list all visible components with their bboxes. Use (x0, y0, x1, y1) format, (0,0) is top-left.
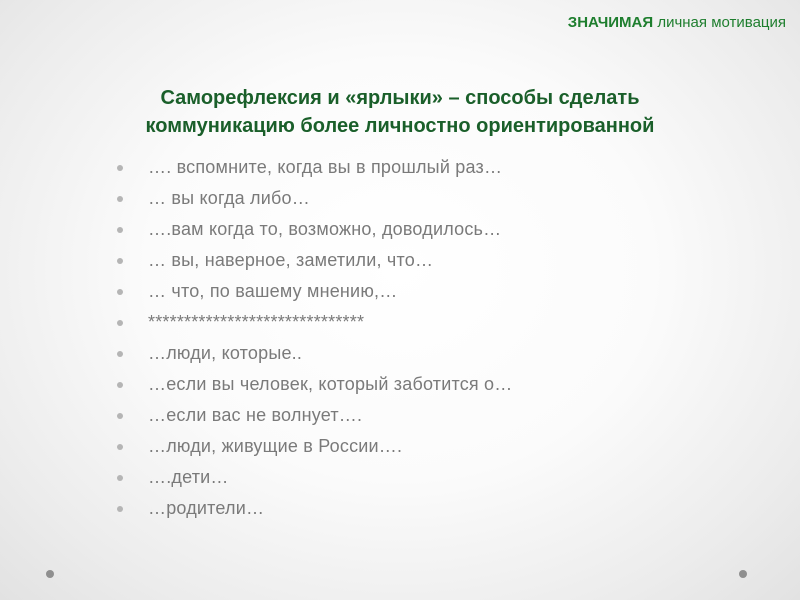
bullet-item (115, 400, 512, 431)
bullet-dot-icon (117, 196, 123, 202)
bullet-dot-icon (117, 506, 123, 512)
bullet-item (115, 152, 512, 183)
bullet-text: …родители… (148, 498, 265, 518)
bullet-dot-icon (117, 320, 123, 326)
bullet-item (115, 307, 512, 338)
bullet-dot-icon (117, 258, 123, 264)
bullet-text: ….вам когда то, возможно, доводилось… (148, 219, 502, 239)
header-tag-rest: личная мотивация (657, 14, 786, 31)
bullet-text: … что, по вашему мнению,… (148, 281, 398, 301)
corner-dot-right-icon (739, 570, 747, 578)
bullet-item (115, 338, 512, 369)
bullet-dot-icon (117, 165, 123, 171)
corner-dot-left-icon (46, 570, 54, 578)
slide-title (40, 84, 760, 140)
bullet-item (115, 214, 512, 245)
bullet-text: …люди, которые.. (148, 343, 303, 363)
bullet-text: …если вы человек, который заботится о… (148, 374, 513, 394)
bullet-text: …если вас не волнует…. (148, 405, 363, 425)
bullet-item (115, 493, 512, 524)
bullet-text: …. вспомните, когда вы в прошлый раз… (148, 157, 503, 177)
bullet-dot-icon (117, 227, 123, 233)
bullet-dot-icon (117, 475, 123, 481)
bullet-dot-icon (117, 444, 123, 450)
bullet-text: … вы, наверное, заметили, что… (148, 250, 434, 270)
bullet-text: ….дети… (148, 467, 229, 487)
bullet-dot-icon (117, 351, 123, 357)
bullet-dot-icon (117, 382, 123, 388)
header-tag (568, 14, 786, 31)
bullet-list (115, 152, 512, 524)
header-tag-bold: ЗНАЧИМАЯ (567, 14, 654, 31)
bullet-dot-icon (117, 289, 123, 295)
slide-title-line-2: коммуникацию более личностно ориентированной (145, 115, 655, 137)
bullet-item (115, 462, 512, 493)
bullet-dot-icon (117, 413, 123, 419)
bullet-item (115, 245, 512, 276)
bullet-item (115, 431, 512, 462)
slide-title-line-1: Саморефлексия и «ярлыки» – способы сделать (160, 87, 640, 109)
bullet-item (115, 276, 512, 307)
bullet-item (115, 183, 512, 214)
bullet-item (115, 369, 512, 400)
bullet-text: …люди, живущие в России…. (148, 436, 403, 456)
bullet-text: ****************************** (148, 312, 365, 332)
bullet-text: … вы когда либо… (148, 188, 310, 208)
